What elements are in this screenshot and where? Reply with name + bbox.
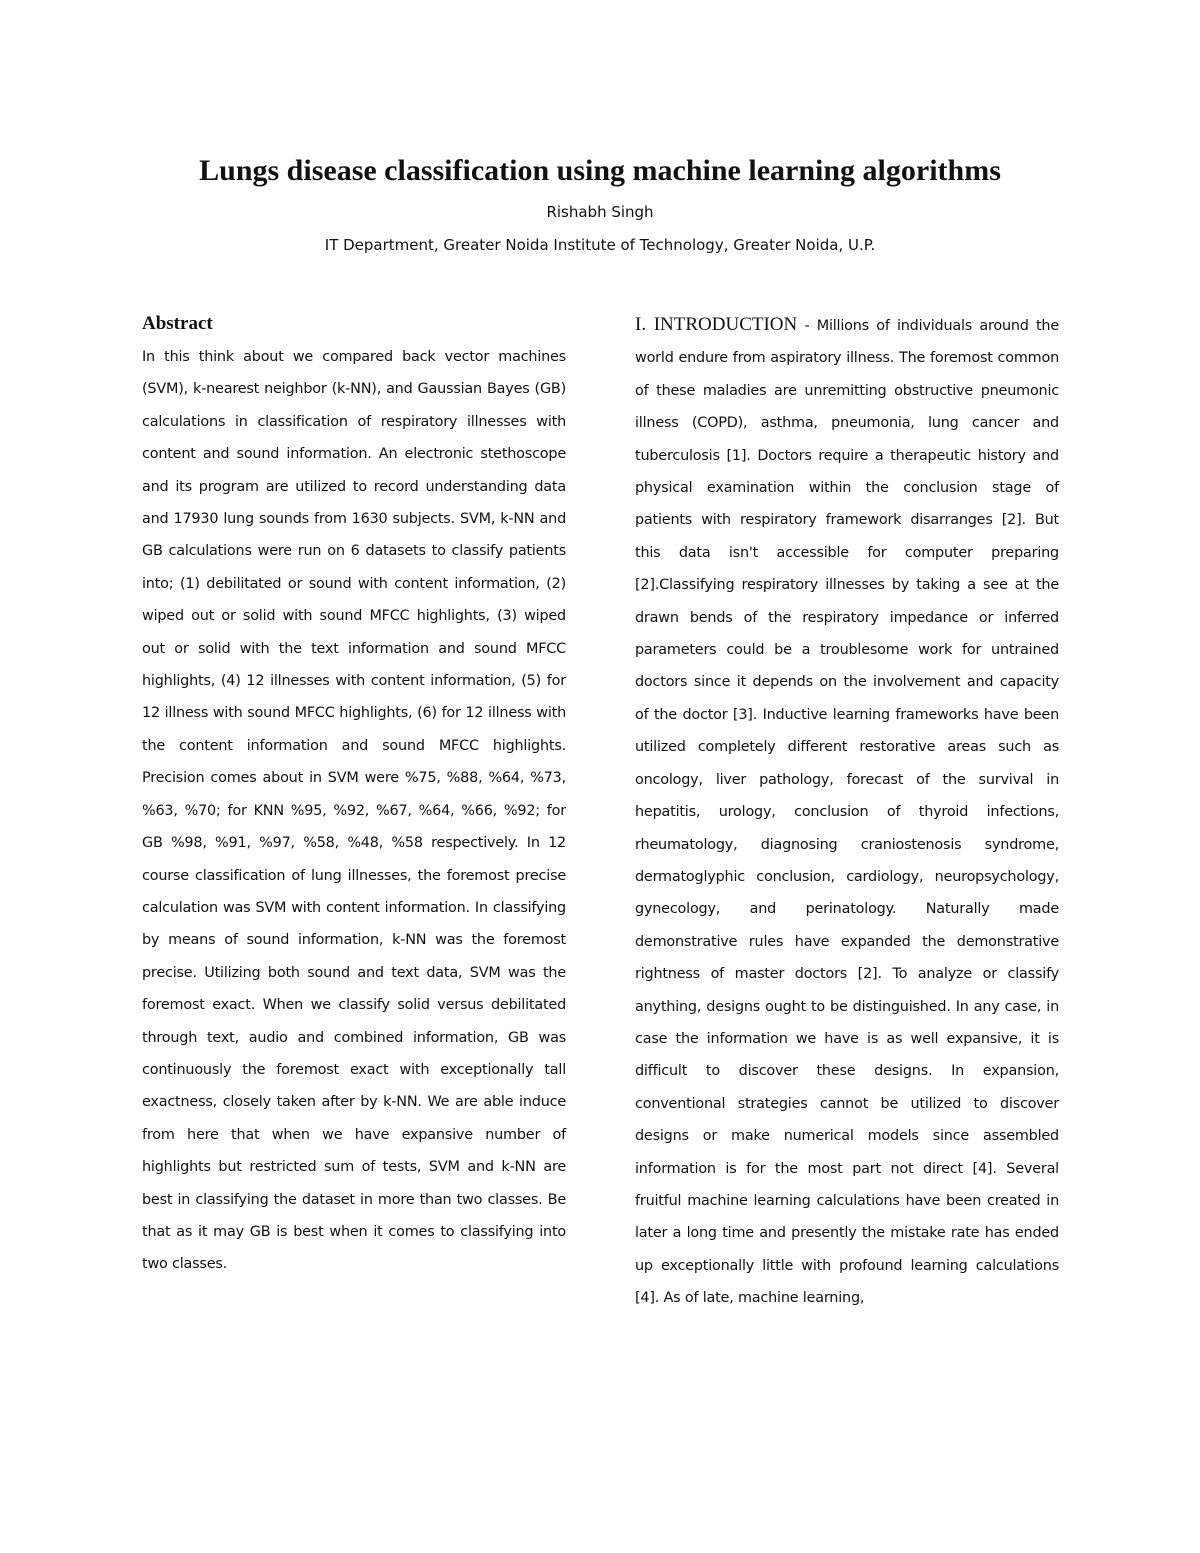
author-affiliation: IT Department, Greater Noida Institute of Technology, Greater Noida, U.P. (324, 236, 876, 254)
introduction-text: - Millions of individuals around the world endure from aspiratory illness. The foremost common of these maladies are unremitting obstructive pneumonic illness (COPD), asthma, pneumonia, lung cancer and tuberculosis [1]. Doctors require a therapeutic history and physical examination within the conclusion stage of patients with respiratory framework disarranges [2]. But this data isn't accessible for computer preparing [2].Classifying respiratory illnesses by taking a see at the drawn bends of the respiratory impedance or inferred parameters could be a troublesome work for untrained doctors since it depends on the involvement and capacity of the doctor [3]. Inductive learning frameworks have been utilized completely different restorative areas such as oncology, liver pathology, forecast of the survival in hepatitis, urology, conclusion of thyroid infections, rheumatology, diagnosing craniostenosis syndrome, dermatoglyphic conclusion, cardiology, neuropsychology, gynecology, and perinatology. Naturally made demonstrative rules have expanded the demonstrative rightness of master doctors [2]. To analyze or classify anything, designs ought to be distinguished. In any case, in case the information we have is as well expansive, it is difficult to discover these designs. In expansion, conventional strategies cannot be utilized to discover designs or make numerical models since assembled information is for the most part not direct [4]. Several fruitful machine learning calculations have been created in later a long time and presently the mistake rate has ended up exceptionally little with profound learning calculations [4]. As of late, machine learning, (635, 318, 1059, 1307)
abstract-text: In this think about we compared back vector machines (SVM), k-nearest neighbor (k-NN), and Gaussian Bayes (GB) calculations in classification of respiratory illnesses with content and sound information. An electronic stethoscope and its program are utilized to record understanding data and 17930 lung sounds from 1630 subjects. SVM, k-NN and GB calculations were run on 6 datasets to classify patients into; (1) debilitated or sound with content information, (2) wiped out or solid with sound MFCC highlights, (3) wiped out or solid with the text information and sound MFCC highlights, (4) 12 illnesses with content information, (5) for 12 illness with sound MFCC highlights, (6) for 12 illness with the content information and sound MFCC highlights. Precision comes about in SVM were %75, %88, %64, %73, %63, %70; for KNN %95, %92, %67, %64, %66, %92; for GB %98, %91, %97, %58, %48, %58 respectively. In 12 course classification of lung illnesses, the foremost precise calculation was SVM with content information. In classifying by means of sound information, k-NN was the foremost precise. Utilizing both sound and text data, SVM was the foremost exact. When we classify solid versus debilitated through text, audio and combined information, GB was continuously the foremost exact with exceptionally tall exactness, closely taken after by k-NN. We are able induce from here that when we have expansive number of highlights but restricted sum of tests, SVM and k-NN are best in classifying the dataset in more than two classes. Be that as it may GB is best when it comes to classifying into two classes. (142, 349, 566, 1273)
right-column (635, 309, 1059, 1315)
introduction-heading: I. INTRODUCTION (635, 314, 798, 335)
author-name: Rishabh Singh (546, 203, 654, 221)
abstract-heading: Abstract (142, 313, 213, 334)
paper-title: Lungs disease classification using machine learning algorithms (199, 154, 1001, 187)
introduction-paragraph (635, 309, 1059, 1315)
left-column (142, 309, 566, 1281)
